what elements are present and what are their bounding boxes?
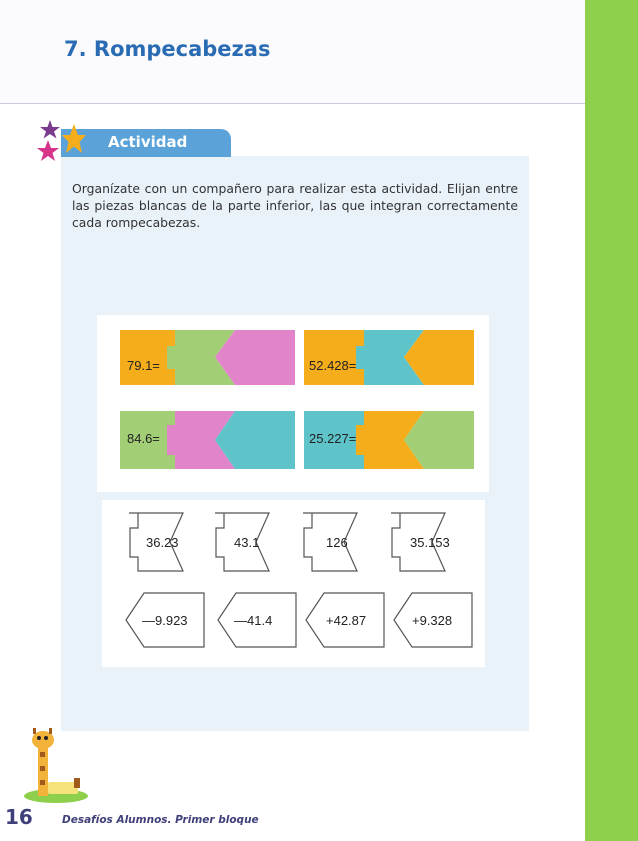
piece-36-23 (128, 512, 200, 572)
footer-text: Desafíos Alumnos. Primer bloque (62, 814, 259, 826)
puzzle-3 (120, 411, 295, 469)
page-title: 7. Rompecabezas (64, 37, 271, 61)
piece-plus-9-328 (392, 592, 474, 648)
puzzle-3-label: 84.6= (127, 431, 160, 446)
puzzle-1-label: 79.1= (127, 358, 160, 373)
piece-43-1 (214, 512, 286, 572)
piece-minus-41-4-label: —41.4 (234, 613, 273, 628)
piece-126 (302, 512, 374, 572)
piece-minus-41-4 (216, 592, 298, 648)
puzzle-2 (304, 330, 474, 385)
piece-35-153-label: 35.153 (410, 535, 450, 550)
side-color-strip (585, 0, 638, 841)
piece-35-153 (390, 512, 462, 572)
stars-icon (36, 118, 86, 166)
giraffe-mascot-icon (18, 726, 88, 804)
puzzle-4 (304, 411, 474, 469)
piece-plus-42-87 (304, 592, 386, 648)
puzzle-2-label: 52.428= (309, 358, 357, 373)
header-divider (0, 103, 585, 104)
piece-126-label: 126 (326, 535, 348, 550)
piece-plus-42-87-label: +42.87 (326, 613, 367, 628)
piece-36-23-label: 36.23 (146, 535, 179, 550)
puzzle-4-label: 25.227= (309, 431, 357, 446)
piece-minus-9-923 (124, 592, 206, 648)
piece-43-1-label: 43.1 (234, 535, 260, 550)
piece-minus-9-923-label: —9.923 (142, 613, 188, 628)
piece-plus-9-328-label: +9.328 (412, 613, 453, 628)
activity-tab-label: Actividad (108, 133, 188, 151)
page-number: 16 (5, 805, 33, 829)
puzzle-1 (120, 330, 295, 385)
instructions-text: Organízate con un compañero para realizar esta actividad. Elijan entre las piezas blancas de la parte inferior, las que integran correctamente cada rompecabezas. (72, 181, 518, 230)
